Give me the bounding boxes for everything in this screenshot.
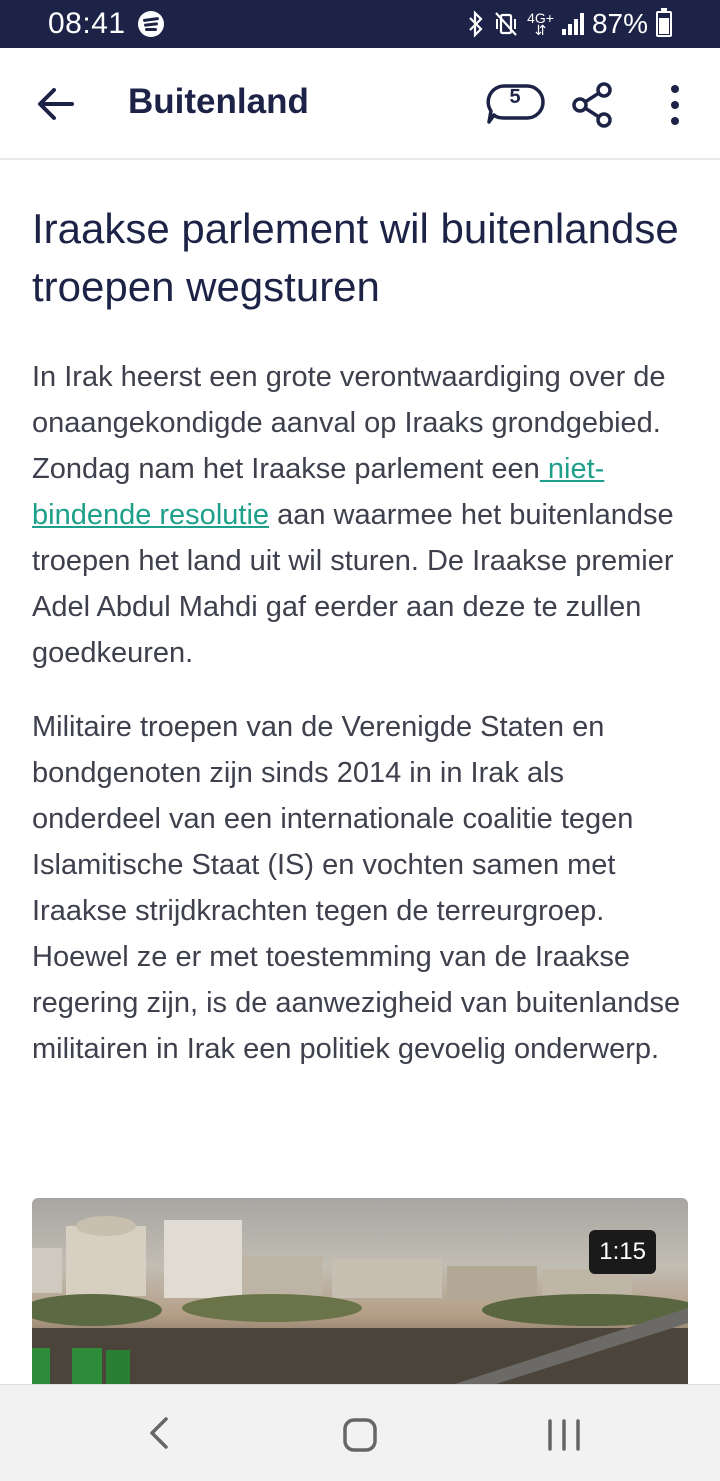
back-arrow-icon[interactable] bbox=[32, 82, 80, 126]
network-label: 4G+ bbox=[527, 10, 554, 26]
video-player[interactable] bbox=[32, 1198, 688, 1398]
article-paragraph-2: Militaire troepen van de Verenigde Staten en bondgenoten zijn sinds 2014 in in Irak als onderdeel van een internationale coalitie tegen Islamitische Staat (IS) en vochten samen met Iraakse strijdkrachten tegen de terreurgroep. Hoewel ze er met toestemming van de Iraakse regering zijn, is de aanwezigheid van buitenlandse militairen in Irak een politiek gevoelig onderwerp. bbox=[32, 711, 681, 1065]
spotify-icon bbox=[138, 11, 164, 37]
signal-icon bbox=[562, 13, 584, 35]
page-title: Buitenland bbox=[128, 82, 309, 121]
battery-percent: 87% bbox=[591, 8, 648, 39]
recent-apps-icon[interactable] bbox=[544, 1417, 584, 1453]
network-type bbox=[527, 12, 554, 36]
vibrate-icon bbox=[493, 10, 519, 38]
share-icon[interactable] bbox=[570, 82, 616, 128]
back-icon[interactable] bbox=[142, 1415, 178, 1451]
system-nav-bar bbox=[0, 1384, 720, 1481]
article-headline: Iraakse parlement wil buitenlandse troepen wegsturen bbox=[32, 205, 679, 310]
battery-icon bbox=[656, 11, 672, 37]
paragraph-1-text-b: aan waarmee het buitenlandse troepen het land uit wil sturen. De Iraakse premier Adel Abdul Mahdi gaf eerder aan deze te zullen goedkeuren. bbox=[32, 499, 674, 669]
resolution-link[interactable]: niet-bindende resolutie bbox=[32, 453, 605, 531]
bluetooth-icon bbox=[467, 10, 485, 38]
app-bar bbox=[0, 48, 720, 160]
comments-button[interactable] bbox=[486, 82, 546, 128]
video-thumbnail bbox=[32, 1198, 688, 1398]
status-right bbox=[467, 8, 672, 40]
article-paragraph-1 bbox=[32, 354, 692, 676]
paragraph-1-text-a: In Irak heerst een grote verontwaardiging over de onaangekondigde aanval op Iraaks grondgebied. Zondag nam het Iraakse parlement een bbox=[32, 361, 666, 485]
status-left bbox=[48, 7, 164, 41]
comment-count: 5 bbox=[509, 86, 521, 108]
home-icon[interactable] bbox=[342, 1417, 378, 1453]
article-body bbox=[32, 200, 692, 1072]
more-vert-icon[interactable] bbox=[660, 82, 690, 128]
status-time: 08:41 bbox=[48, 7, 126, 40]
status-bar bbox=[0, 0, 720, 48]
data-arrows-icon: ⇵ bbox=[534, 22, 547, 38]
video-duration: 1:15 bbox=[589, 1230, 656, 1274]
